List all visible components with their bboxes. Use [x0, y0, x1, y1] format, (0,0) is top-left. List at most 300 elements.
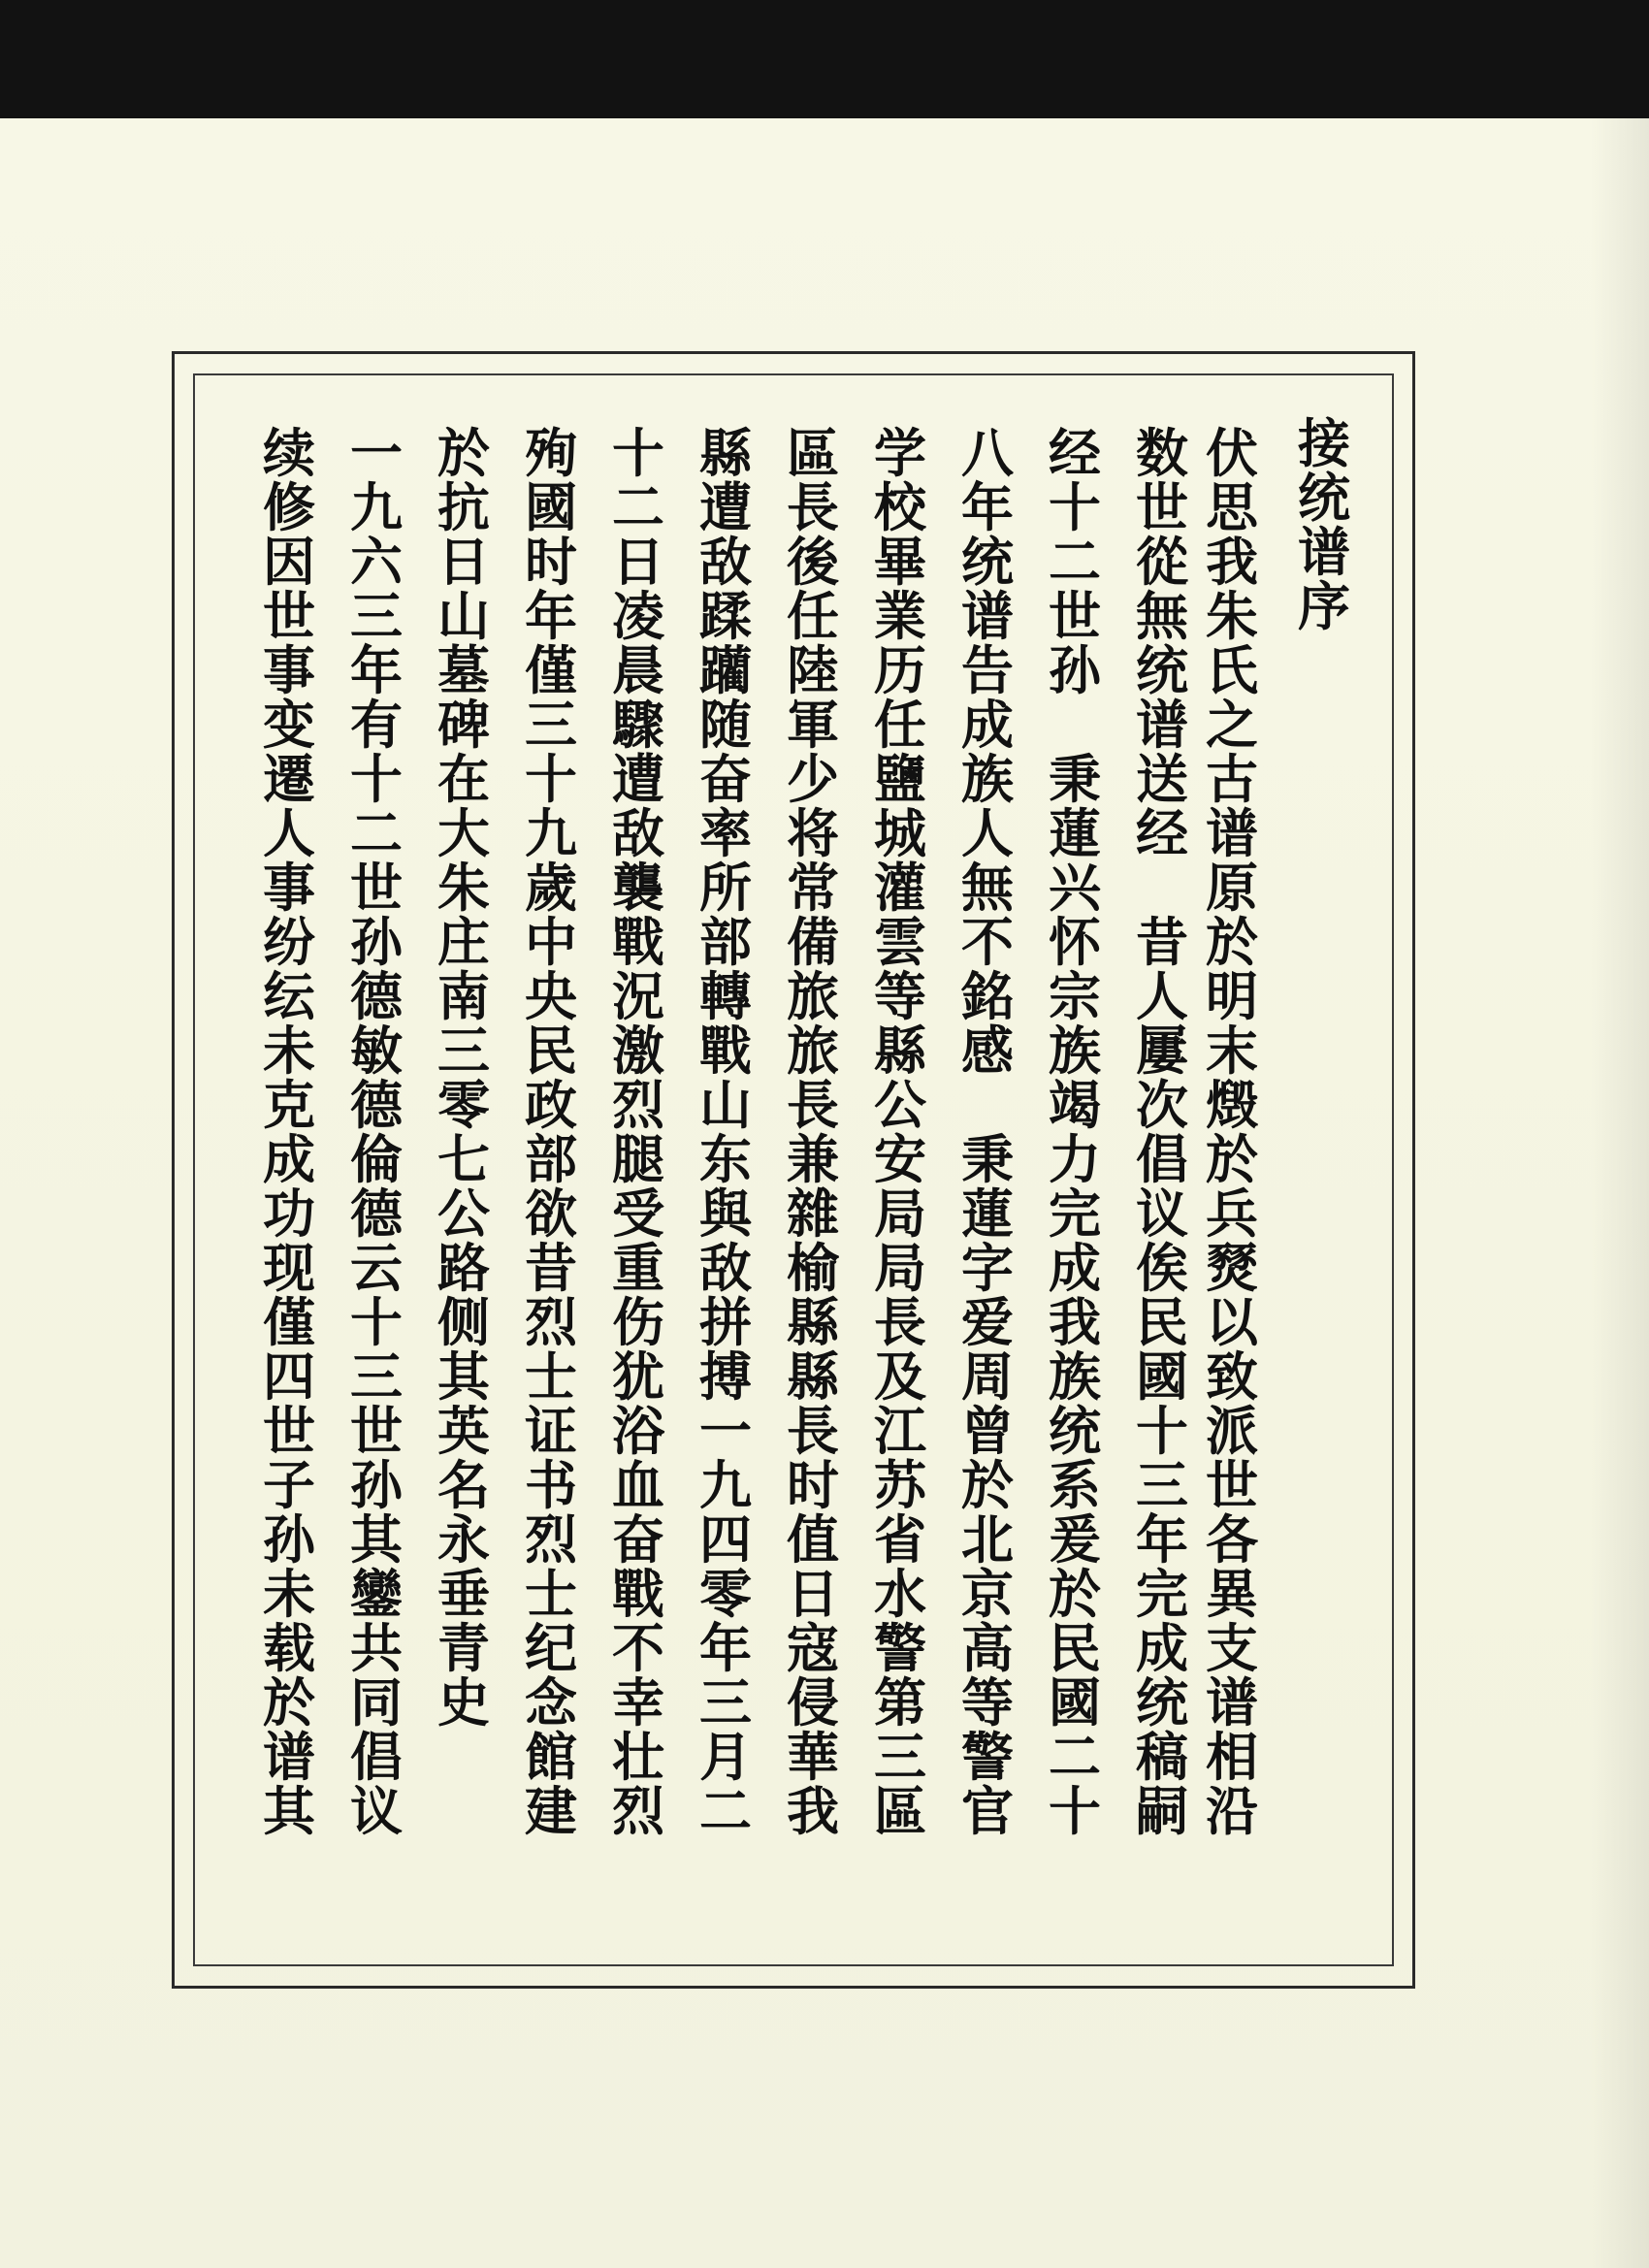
text-char: 躪: [699, 640, 752, 701]
scanner-band-step: [1602, 97, 1649, 118]
text-char: 各: [1206, 1509, 1258, 1571]
text-char: 史: [437, 1672, 490, 1733]
text-char: 朱: [437, 858, 490, 919]
text-char: 僅: [263, 1292, 315, 1353]
text-char: 未: [263, 1021, 315, 1082]
title-column: [1285, 413, 1363, 637]
text-char: 嗣: [1136, 1781, 1188, 1842]
text-char: 谱: [1136, 695, 1188, 756]
text-char: 敌: [699, 532, 752, 593]
text-char: 世: [350, 1401, 403, 1462]
text-char: 纷: [263, 912, 315, 973]
text-char: 血: [612, 1455, 664, 1516]
text-char: 奋: [699, 749, 752, 810]
text-char: 功: [263, 1183, 315, 1245]
text-char: 年: [699, 1618, 752, 1679]
text-char: 華: [787, 1727, 839, 1788]
text-char: 侵: [787, 1672, 839, 1733]
text-char: 於: [1206, 912, 1258, 973]
text-char: 完: [1136, 1564, 1188, 1625]
text-char: 大: [437, 803, 490, 864]
text-char: 銘: [961, 966, 1014, 1027]
text-char: 事: [263, 640, 315, 701]
text-char: 等: [961, 1672, 1014, 1733]
text-char: 英: [437, 1401, 490, 1462]
text-char: 遭: [699, 477, 752, 538]
text-char: 统: [1136, 640, 1188, 701]
text-char: 受: [612, 1183, 664, 1245]
text-char: 伤: [612, 1292, 664, 1353]
text-char: 等: [874, 966, 926, 1027]
text-char: 雲: [874, 912, 926, 973]
text-char: 证: [525, 1401, 577, 1462]
text-column-1: [1193, 423, 1271, 1842]
text-char: 倡: [1136, 1129, 1188, 1190]
text-char: 年: [961, 477, 1014, 538]
text-char: 榆: [787, 1238, 839, 1299]
text-column-2: [1123, 423, 1201, 1842]
text-char: 同: [350, 1672, 403, 1733]
text-char: 墓: [437, 640, 490, 701]
text-char: 於: [1049, 1564, 1101, 1625]
text-char: 長: [787, 1401, 839, 1462]
text-char: 经: [1049, 423, 1101, 484]
text-char: 備: [787, 912, 839, 973]
text-char: 江: [874, 1401, 926, 1462]
text-char: 感: [961, 1021, 1014, 1082]
text-char: 十: [525, 749, 577, 810]
text-char: 灌: [874, 858, 926, 919]
text-char: 三: [874, 1727, 926, 1788]
text-char: 局: [874, 1238, 926, 1299]
text-char: 欲: [525, 1183, 577, 1245]
text-char: 遭: [612, 749, 664, 810]
text-char: 谱: [1206, 803, 1258, 864]
text-char: 年: [1136, 1509, 1188, 1571]
text-char: 统: [1298, 468, 1350, 529]
text-char: 修: [263, 477, 315, 538]
text-char: 於: [1206, 1129, 1258, 1190]
text-char: 山: [437, 586, 490, 647]
text-char: 族: [1049, 1021, 1101, 1082]
text-char: 世: [350, 858, 403, 919]
text-char: 拼: [699, 1292, 752, 1353]
text-char: 壮: [612, 1727, 664, 1788]
text-char: 送: [1136, 749, 1188, 810]
text-char: 以: [1206, 1292, 1258, 1353]
text-char: 國: [1136, 1346, 1188, 1408]
text-char: 六: [350, 532, 403, 593]
text-column-9: [512, 423, 590, 1842]
text-char: 相: [1206, 1727, 1258, 1788]
text-char: 路: [437, 1238, 490, 1299]
text-char: 念: [525, 1672, 577, 1733]
text-char: 之: [1206, 695, 1258, 756]
text-char: 宗: [1049, 966, 1101, 1027]
text-char: 鹽: [874, 749, 926, 810]
text-char: 庄: [437, 912, 490, 973]
text-char: 高: [961, 1618, 1014, 1679]
text-char: 朱: [1206, 586, 1258, 647]
text-char: 城: [874, 803, 926, 864]
text-char: 京: [961, 1564, 1014, 1625]
text-char: 於: [263, 1672, 315, 1733]
text-char: 曾: [961, 1401, 1014, 1462]
scanner-top-band: [0, 0, 1649, 118]
text-char: 其: [263, 1781, 315, 1842]
text-char: 经: [1136, 803, 1188, 864]
text-column-8: [599, 423, 677, 1842]
text-char: 侧: [437, 1292, 490, 1353]
text-char: 戰: [612, 912, 664, 973]
text-char: 原: [1206, 858, 1258, 919]
text-char: 十: [350, 1292, 403, 1353]
text-char: 历: [874, 640, 926, 701]
text-char: 随: [699, 695, 752, 756]
text-char: 敌: [612, 803, 664, 864]
text-char: 省: [874, 1509, 926, 1571]
text-char: 雜: [787, 1183, 839, 1245]
text-char: 日: [437, 532, 490, 593]
text-char: 垂: [437, 1564, 490, 1625]
text-column-8-content: [601, 423, 675, 1842]
text-char: 二: [1049, 1727, 1101, 1788]
text-char: 不: [961, 912, 1014, 973]
text-char: 戰: [699, 1021, 752, 1082]
text-char: 统: [1136, 1672, 1188, 1733]
text-char: 纭: [263, 966, 315, 1027]
text-char: 屢: [1136, 1021, 1188, 1082]
text-char: 未: [263, 1564, 315, 1625]
text-char: 區: [874, 1781, 926, 1842]
text-char: 僅: [525, 640, 577, 701]
text-char: 伏: [1206, 423, 1258, 484]
text-char: 縣: [787, 1346, 839, 1408]
text-char: 二: [1049, 532, 1101, 593]
text-char: 派: [1206, 1401, 1258, 1462]
text-column-5: [861, 423, 939, 1842]
text-char: 世: [1136, 477, 1188, 538]
column-space: [1125, 861, 1199, 916]
text-column-10: [425, 423, 502, 1733]
text-char: 世: [263, 586, 315, 647]
text-char: 激: [612, 1021, 664, 1082]
text-char: 永: [437, 1509, 490, 1571]
text-char: 蓮: [961, 1183, 1014, 1245]
text-char: 我: [1206, 532, 1258, 593]
text-char: 学: [874, 423, 926, 484]
text-column-3: [1036, 423, 1114, 1842]
text-char: 在: [437, 749, 490, 810]
text-char: 士: [525, 1564, 577, 1625]
text-char: 碑: [437, 695, 490, 756]
text-char: 軍: [787, 695, 839, 756]
text-char: 秉: [1049, 749, 1101, 810]
text-char: 長: [787, 477, 839, 538]
text-column-7: [687, 423, 764, 1842]
text-char: 古: [1206, 749, 1258, 810]
text-char: 德: [350, 1183, 403, 1245]
text-char: 殉: [525, 423, 577, 484]
text-char: 安: [874, 1129, 926, 1190]
text-column-2-content: [1125, 423, 1199, 1842]
text-char: 世: [1206, 1455, 1258, 1516]
text-char: 兴: [1049, 858, 1101, 919]
text-char: 燹: [1206, 1238, 1258, 1299]
text-char: 一: [350, 423, 403, 484]
text-char: 谱: [263, 1727, 315, 1788]
text-char: 長: [874, 1292, 926, 1353]
text-char: 我: [787, 1781, 839, 1842]
text-char: 政: [525, 1075, 577, 1136]
text-char: 力: [1049, 1129, 1101, 1190]
text-char: 字: [961, 1238, 1014, 1299]
text-char: 燬: [1206, 1075, 1258, 1136]
text-char: 九: [699, 1455, 752, 1516]
text-column-5-content: [863, 423, 937, 1842]
text-char: 四: [699, 1509, 752, 1571]
text-char: 谱: [1298, 522, 1350, 583]
text-char: 接: [1298, 413, 1350, 474]
text-char: 幸: [612, 1672, 664, 1733]
text-char: 人: [1136, 966, 1188, 1027]
text-char: 敏: [350, 1021, 403, 1082]
text-char: 中: [525, 912, 577, 973]
text-char: 官: [961, 1781, 1014, 1842]
text-char: 二: [350, 803, 403, 864]
text-char: 议: [350, 1781, 403, 1842]
text-char: 九: [525, 803, 577, 864]
text-char: 俟: [1136, 1238, 1188, 1299]
text-char: 有: [350, 695, 403, 756]
text-char: 民: [1049, 1618, 1101, 1679]
text-char: 思: [1206, 477, 1258, 538]
text-char: 其: [437, 1346, 490, 1408]
document-title: [1287, 413, 1361, 637]
text-char: 及: [874, 1346, 926, 1408]
text-column-4-content: [951, 423, 1024, 1842]
text-char: 十: [350, 749, 403, 810]
text-char: 二: [612, 477, 664, 538]
text-char: 浴: [612, 1401, 664, 1462]
text-char: 年: [525, 586, 577, 647]
text-char: 十: [1136, 1401, 1188, 1462]
text-char: 末: [1206, 1021, 1258, 1082]
text-char: 十: [612, 423, 664, 484]
text-char: 少: [787, 749, 839, 810]
column-space: [951, 1079, 1024, 1133]
text-column-9-content: [514, 423, 588, 1842]
text-char: 月: [699, 1727, 752, 1788]
text-char: 犹: [612, 1346, 664, 1408]
text-char: 水: [874, 1564, 926, 1625]
text-char: 公: [437, 1183, 490, 1245]
text-char: 次: [1136, 1075, 1188, 1136]
text-char: 部: [525, 1129, 577, 1190]
text-char: 稿: [1136, 1727, 1188, 1788]
text-char: 青: [437, 1618, 490, 1679]
text-char: 周: [961, 1346, 1014, 1408]
text-column-1-content: [1195, 423, 1269, 1842]
text-char: 兼: [787, 1129, 839, 1190]
text-char: 德: [350, 1075, 403, 1136]
text-char: 搏: [699, 1346, 752, 1408]
text-char: 校: [874, 477, 926, 538]
text-char: 七: [437, 1129, 490, 1190]
text-char: 零: [699, 1564, 752, 1625]
text-char: 況: [612, 966, 664, 1027]
text-char: 公: [874, 1075, 926, 1136]
text-char: 畢: [874, 532, 926, 593]
text-char: 孙: [350, 912, 403, 973]
text-char: 敌: [699, 1238, 752, 1299]
text-char: 烈: [525, 1292, 577, 1353]
text-char: 民: [1136, 1292, 1188, 1353]
text-char: 载: [263, 1618, 315, 1679]
text-char: 日: [787, 1564, 839, 1625]
text-char: 於: [437, 423, 490, 484]
text-char: 序: [1298, 576, 1350, 637]
text-char: 警: [874, 1618, 926, 1679]
text-char: 续: [263, 423, 315, 484]
text-char: 昔: [525, 1238, 577, 1299]
text-char: 三: [350, 586, 403, 647]
text-column-10-content: [427, 423, 501, 1733]
text-char: 氏: [1206, 640, 1258, 701]
text-char: 系: [1049, 1455, 1101, 1516]
text-char: 八: [961, 423, 1014, 484]
text-char: 德: [350, 966, 403, 1027]
text-char: 區: [787, 423, 839, 484]
text-char: 奋: [612, 1509, 664, 1571]
text-char: 爰: [1049, 1509, 1101, 1571]
text-char: 三: [699, 1672, 752, 1733]
text-char: 兵: [1206, 1183, 1258, 1245]
text-char: 率: [699, 803, 752, 864]
text-char: 業: [874, 586, 926, 647]
text-char: 议: [1136, 1183, 1188, 1245]
text-char: 常: [787, 858, 839, 919]
text-char: 襲: [612, 858, 664, 919]
text-char: 與: [699, 1183, 752, 1245]
text-column-4: [949, 423, 1026, 1842]
text-char: 凌: [612, 586, 664, 647]
text-char: 三: [1136, 1455, 1188, 1516]
text-char: 秉: [961, 1129, 1014, 1190]
text-char: 谱: [1206, 1672, 1258, 1733]
text-char: 山: [699, 1075, 752, 1136]
text-char: 驟: [612, 695, 664, 756]
text-char: 重: [612, 1238, 664, 1299]
text-char: 谱: [961, 586, 1014, 647]
text-char: 國: [525, 477, 577, 538]
text-char: 十: [1049, 1781, 1101, 1842]
text-char: 民: [525, 1021, 577, 1082]
text-char: 任: [787, 586, 839, 647]
column-space: [1038, 698, 1112, 753]
text-column-6: [774, 423, 852, 1842]
page-right-edge: [1591, 118, 1649, 2268]
text-char: 縣: [699, 423, 752, 484]
text-char: 爱: [961, 1292, 1014, 1353]
text-char: 致: [1206, 1346, 1258, 1408]
text-char: 日: [612, 532, 664, 593]
text-char: 书: [525, 1455, 577, 1516]
text-char: 世: [1049, 586, 1101, 647]
text-char: 数: [1136, 423, 1188, 484]
text-char: 人: [961, 803, 1014, 864]
text-column-11-content: [340, 423, 413, 1842]
text-char: 值: [787, 1509, 839, 1571]
text-char: 现: [263, 1238, 315, 1299]
text-char: 十: [1049, 477, 1101, 538]
text-char: 不: [612, 1618, 664, 1679]
text-char: 鑾: [350, 1564, 403, 1625]
text-char: 腿: [612, 1129, 664, 1190]
text-char: 共: [350, 1618, 403, 1679]
text-char: 縣: [787, 1292, 839, 1353]
text-char: 遷: [263, 749, 315, 810]
text-char: 一: [699, 1401, 752, 1462]
text-char: 士: [525, 1346, 577, 1408]
text-char: 從: [1136, 532, 1188, 593]
text-column-12: [250, 423, 328, 1842]
text-char: 第: [874, 1672, 926, 1733]
text-char: 旅: [787, 966, 839, 1027]
text-char: 世: [263, 1401, 315, 1462]
text-char: 無: [1136, 586, 1188, 647]
text-char: 孙: [350, 1455, 403, 1516]
text-char: 歲: [525, 858, 577, 919]
text-char: 後: [787, 532, 839, 593]
text-char: 無: [961, 858, 1014, 919]
text-char: 沿: [1206, 1781, 1258, 1842]
text-char: 南: [437, 966, 490, 1027]
text-char: 成: [961, 695, 1014, 756]
text-char: 三: [525, 695, 577, 756]
text-char: 長: [787, 1075, 839, 1136]
text-char: 统: [1049, 1401, 1101, 1462]
text-char: 孙: [263, 1509, 315, 1571]
text-char: 烈: [525, 1509, 577, 1571]
text-column-11: [338, 423, 415, 1842]
text-char: 三: [437, 1021, 490, 1082]
text-char: 竭: [1049, 1075, 1101, 1136]
text-char: 统: [961, 532, 1014, 593]
text-char: 因: [263, 532, 315, 593]
text-char: 苏: [874, 1455, 926, 1516]
text-char: 三: [350, 1346, 403, 1408]
text-char: 四: [263, 1346, 315, 1408]
text-char: 年: [350, 640, 403, 701]
text-char: 央: [525, 966, 577, 1027]
text-char: 倡: [350, 1727, 403, 1788]
text-char: 纪: [525, 1618, 577, 1679]
text-char: 零: [437, 1075, 490, 1136]
text-column-12-content: [252, 423, 326, 1842]
text-char: 族: [961, 749, 1014, 810]
text-char: 支: [1206, 1618, 1258, 1679]
text-char: 云: [350, 1238, 403, 1299]
text-char: 任: [874, 695, 926, 756]
text-char: 族: [1049, 1346, 1101, 1408]
text-char: 其: [350, 1509, 403, 1571]
text-char: 子: [263, 1455, 315, 1516]
text-char: 蓮: [1049, 803, 1101, 864]
text-char: 怀: [1049, 912, 1101, 973]
text-char: 陸: [787, 640, 839, 701]
text-char: 明: [1206, 966, 1258, 1027]
